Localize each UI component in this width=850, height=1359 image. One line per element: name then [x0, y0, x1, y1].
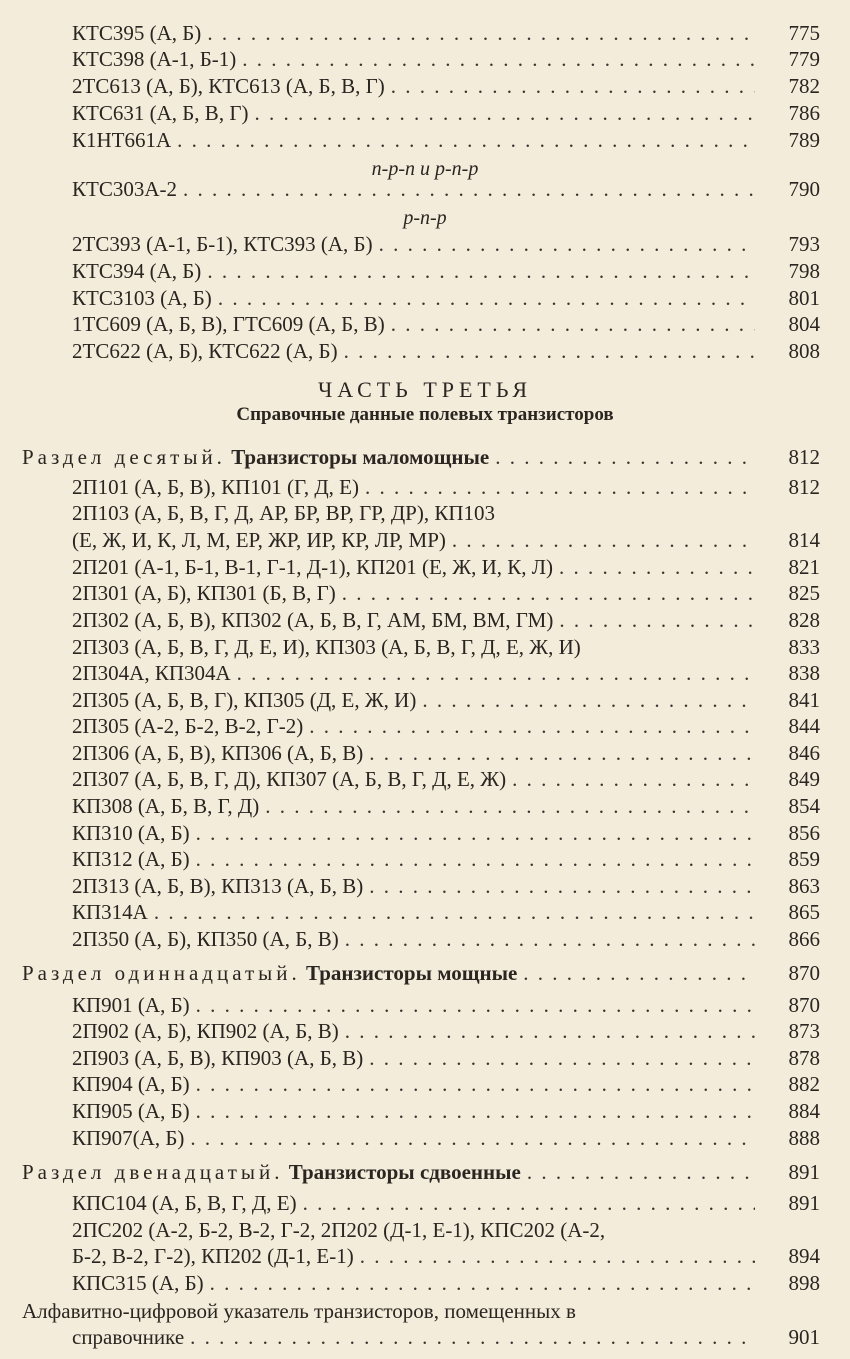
toc-entry: КТС395 (А, Б) . . . 775	[0, 20, 850, 46]
page-number: 828	[788, 608, 820, 632]
page-number: 821	[788, 555, 820, 579]
toc-entry: 2ТС393 (А-1, Б-1), КТС393 (А, Б) . . . 793	[0, 231, 850, 257]
page-number: 882	[788, 1072, 820, 1096]
page-number: 838	[788, 661, 820, 685]
page-number: 793	[788, 232, 820, 256]
page-number: 808	[788, 339, 820, 363]
toc-entry: КП310 (А, Б) . . . 856	[0, 820, 850, 846]
toc-entry-line: 2П103 (А, Б, В, Г, Д, АР, БР, ВР, ГР, ДР), КП103	[72, 501, 495, 525]
page-number: 870	[788, 993, 820, 1017]
toc-entry: КПС104 (А, Б, В, Г, Д, Е) . . . 891	[0, 1190, 850, 1216]
toc-entry: КТС398 (А-1, Б-1) . . . 779	[0, 46, 850, 72]
page-number: 901	[788, 1325, 820, 1349]
toc-entry: КП308 (А, Б, В, Г, Д) . . . 854	[0, 793, 850, 819]
toc-entry: 2ТС622 (А, Б), КТС622 (А, Б) . . . 808	[0, 338, 850, 364]
part-subheading: Справочные данные полевых транзисторов	[236, 404, 614, 425]
toc-entry: справочнике . . . 901	[0, 1324, 850, 1350]
page-number: 790	[788, 177, 820, 201]
page-number: 846	[788, 741, 820, 765]
page-number: 888	[788, 1126, 820, 1150]
page-number: 804	[788, 312, 820, 336]
toc-entry: КП314А . . . 865	[0, 899, 850, 925]
page-number: 825	[788, 581, 820, 605]
toc-entry: КП905 (А, Б) . . . 884	[0, 1098, 850, 1124]
page-number: 786	[788, 101, 820, 125]
section-heading: Раздел одиннадцатый. Транзисторы мощные . . . 870	[0, 960, 850, 986]
toc-entry: 2П903 (А, Б, В), КП903 (А, Б, В) . . . 878	[0, 1045, 850, 1071]
page-number: 812	[788, 475, 820, 499]
subsection-label: n-p-n и p-n-p	[371, 158, 479, 180]
page-number: 870	[788, 961, 820, 985]
page-number: 898	[788, 1271, 820, 1295]
subsection-label: p-n-p	[403, 207, 447, 229]
toc-entry: (Е, Ж, И, К, Л, М, ЕР, ЖР, ИР, КР, ЛР, МР) . . . 814	[0, 527, 850, 553]
page-number: 833	[788, 635, 820, 659]
page-number: 801	[788, 286, 820, 310]
page-number: 863	[788, 874, 820, 898]
toc-entry: 2П313 (А, Б, В), КП313 (А, Б, В) . . . 863	[0, 873, 850, 899]
page-number: 775	[788, 21, 820, 45]
toc-entry: 2П101 (А, Б, В), КП101 (Г, Д, Е) . . . 812	[0, 474, 850, 500]
toc-entry: КТС631 (А, Б, В, Г) . . . 786	[0, 100, 850, 126]
toc-entry: 2ТС613 (А, Б), КТС613 (А, Б, В, Г) . . . 782	[0, 73, 850, 99]
toc-entry: КПС315 (А, Б) . . . 898	[0, 1270, 850, 1296]
toc-entry: КП312 (А, Б) . . . 859	[0, 846, 850, 872]
toc-entry: 2П305 (А, Б, В, Г), КП305 (Д, Е, Ж, И) . . . 841	[0, 687, 850, 713]
page-number: 856	[788, 821, 820, 845]
section-heading: Раздел десятый. Транзисторы маломощные . . . 812	[0, 444, 850, 470]
toc-entry-line: 2ПС202 (А-2, Б-2, В-2, Г-2, 2П202 (Д-1, Е-1), КПС202 (А-2,	[72, 1218, 606, 1242]
toc-entry: 1ТС609 (А, Б, В), ГТС609 (А, Б, В) . . . 804	[0, 311, 850, 337]
toc-entry: 2П350 (А, Б), КП350 (А, Б, В) . . . 866	[0, 926, 850, 952]
page-number: 812	[788, 445, 820, 469]
page-number: 859	[788, 847, 820, 871]
toc-entry: 2П306 (А, Б, В), КП306 (А, Б, В) . . . 846	[0, 740, 850, 766]
page-number: 841	[788, 688, 820, 712]
page-number: 814	[788, 528, 820, 552]
toc-entry: 2П301 (А, Б), КП301 (Б, В, Г) . . . 825	[0, 580, 850, 606]
page-number: 798	[788, 259, 820, 283]
part-heading: ЧАСТЬ ТРЕТЬЯ	[317, 377, 533, 402]
toc-entry: КП904 (А, Б) . . . 882	[0, 1071, 850, 1097]
page-number: 844	[788, 714, 820, 738]
toc-entry: КП901 (А, Б) . . . 870	[0, 992, 850, 1018]
section-heading: Раздел двенадцатый. Транзисторы сдвоенные . . . 891	[0, 1159, 850, 1185]
page-number: 878	[788, 1046, 820, 1070]
page-number: 873	[788, 1019, 820, 1043]
toc-entry: 2П304А, КП304А . . . 838	[0, 660, 850, 686]
page-number: 866	[788, 927, 820, 951]
page-number: 884	[788, 1099, 820, 1123]
index-entry-line: Алфавитно-цифровой указатель транзисторов, помещенных в	[22, 1299, 576, 1323]
page-number: 891	[788, 1191, 820, 1215]
page-number: 849	[788, 767, 820, 791]
page-number: 854	[788, 794, 820, 818]
page-number: 891	[788, 1160, 820, 1184]
toc-entry: 2П902 (А, Б), КП902 (А, Б, В) . . . 873	[0, 1018, 850, 1044]
page-number: 779	[788, 47, 820, 71]
toc-entry: Б-2, В-2, Г-2), КП202 (Д-1, Е-1) . . . 894	[0, 1243, 850, 1269]
toc-entry: КТС394 (А, Б) . . . 798	[0, 258, 850, 284]
page-number: 782	[788, 74, 820, 98]
toc-entry: КТС3103 (А, Б) . . . 801	[0, 285, 850, 311]
toc-entry: 2П305 (А-2, Б-2, В-2, Г-2) . . . 844	[0, 713, 850, 739]
toc-entry: КП907(А, Б) . . . 888	[0, 1125, 850, 1151]
page-number: 865	[788, 900, 820, 924]
toc-entry: 2П302 (А, Б, В), КП302 (А, Б, В, Г, АМ, БМ, ВМ, ГМ) . . . 828	[0, 607, 850, 633]
toc-entry: 2П303 (А, Б, В, Г, Д, Е, И), КП303 (А, Б, В, Г, Д, Е, Ж, И) 833	[72, 635, 820, 659]
toc-entry: 2П307 (А, Б, В, Г, Д), КП307 (А, Б, В, Г, Д, Е, Ж) . . . 849	[0, 766, 850, 792]
toc-entry: 2П201 (А-1, Б-1, В-1, Г-1, Д-1), КП201 (Е, Ж, И, К, Л) . . . 821	[0, 554, 850, 580]
toc-entry: К1НТ661А . . . 789	[0, 127, 850, 153]
toc-entry: КТС303А-2 . . . 790	[0, 176, 850, 202]
page-number: 789	[788, 128, 820, 152]
page-number: 894	[788, 1244, 820, 1268]
